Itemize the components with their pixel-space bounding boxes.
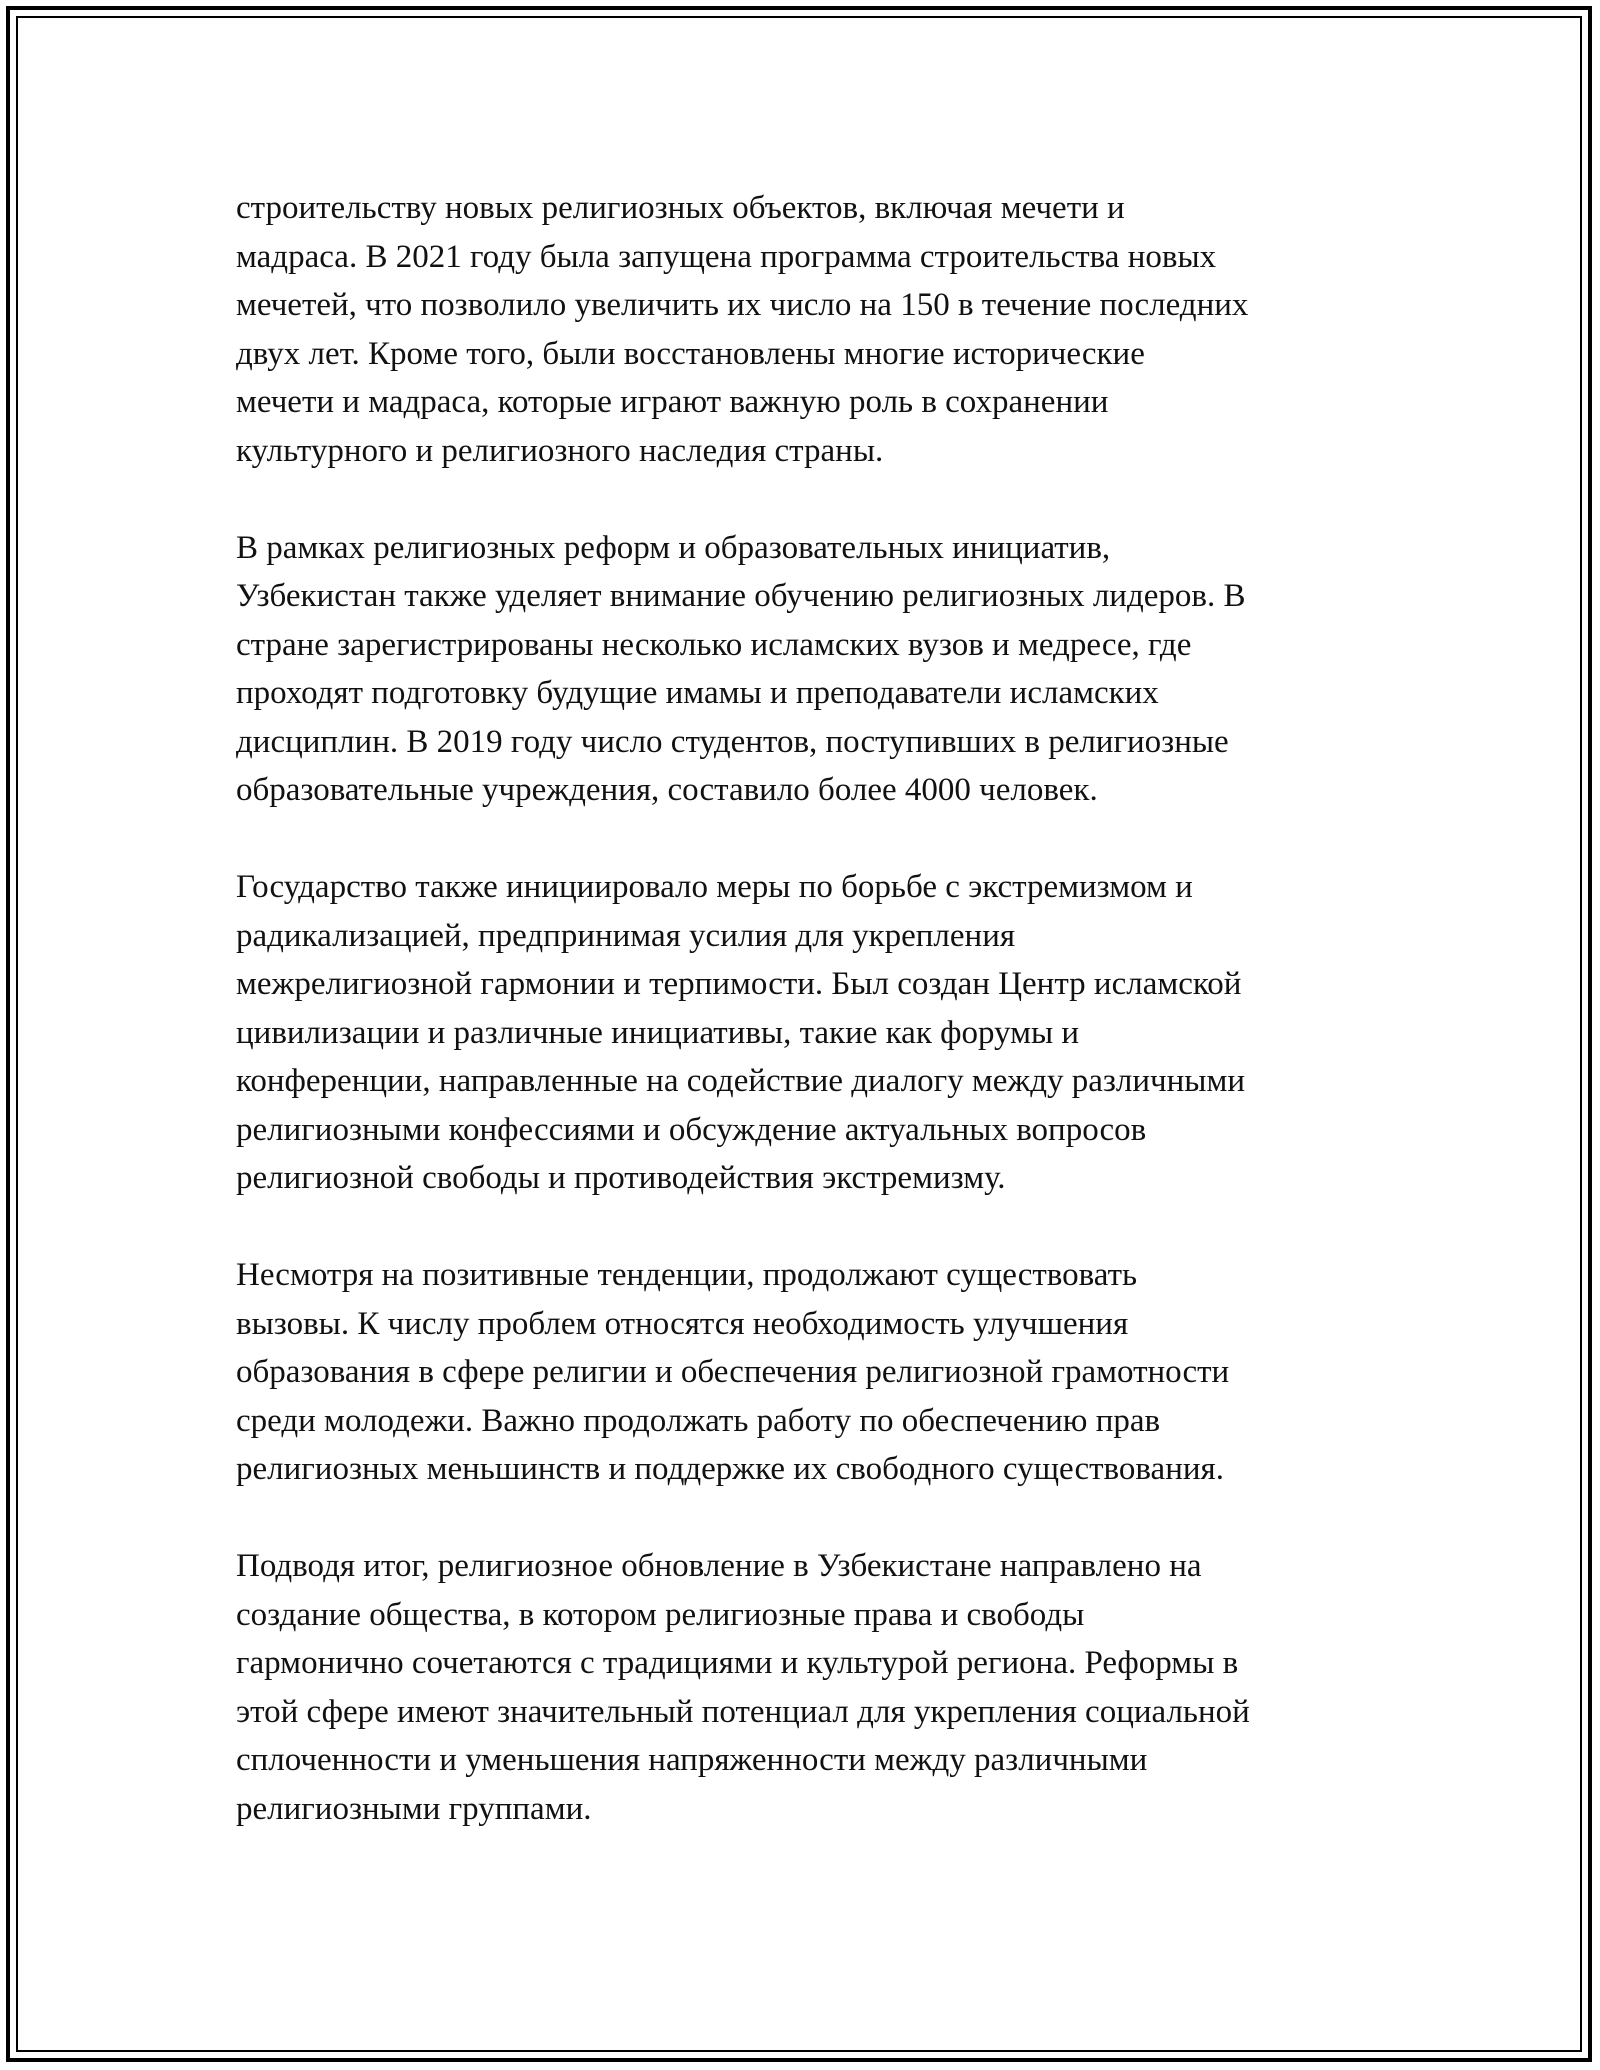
- text-line: религиозными конфессиями и обсуждение актуальных вопросов: [236, 1111, 1147, 1148]
- paragraph-2: [236, 524, 1406, 815]
- paragraph-5: [236, 1542, 1406, 1833]
- text-line: вызовы. К числу проблем относятся необходимость улучшения: [236, 1305, 1129, 1342]
- text-line: культурного и религиозного наследия страны.: [236, 432, 884, 469]
- text-line: гармонично сочетаются с традициями и культурой региона. Реформы в: [236, 1645, 1239, 1681]
- text-line: стране зарегистрированы несколько исламских вузов и медресе, где: [236, 626, 1192, 663]
- text-line: Узбекистан также уделяет внимание обучению религиозных лидеров. В: [236, 578, 1246, 614]
- text-line: этой сфере имеют значительный потенциал для укрепления социальной: [236, 1693, 1250, 1730]
- text-line: конференции, направленные на содействие диалогу между различными: [236, 1063, 1246, 1099]
- text-line: религиозных меньшинств и поддержке их свободного существования.: [236, 1451, 1224, 1487]
- text-line: сплоченности и уменьшения напряженности между различными: [236, 1742, 1148, 1778]
- text-line: религиозной свободы и противодействия экстремизму.: [236, 1160, 1006, 1196]
- text-line: Подводя итог, религиозное обновление в Узбекистане направлено на: [236, 1548, 1202, 1584]
- text-line: цивилизации и различные инициативы, такие как форумы и: [236, 1014, 1080, 1051]
- text-line: двух лет. Кроме того, были восстановлены многие исторические: [236, 335, 1145, 372]
- text-line: образования в сфере религии и обеспечения религиозной грамотности: [236, 1354, 1230, 1390]
- text-line: Несмотря на позитивные тенденции, продолжают существовать: [236, 1257, 1138, 1293]
- text-line: мечети и мадраса, которые играют важную роль в сохранении: [236, 384, 1109, 420]
- paragraph-4: [236, 1251, 1406, 1494]
- text-line: Государство также инициировало меры по борьбе с экстремизмом и: [236, 869, 1193, 905]
- text-line: мадраса. В 2021 году была запущена программа строительства новых: [236, 238, 1217, 275]
- text-line: проходят подготовку будущие имамы и преподаватели исламских: [236, 675, 1159, 711]
- text-line: межрелигиозной гармонии и терпимости. Был создан Центр исламской: [236, 966, 1242, 1002]
- text-line: радикализацией, предпринимая усилия для укрепления: [236, 917, 1016, 954]
- text-line: религиозными группами.: [236, 1790, 592, 1827]
- text-line: среди молодежи. Важно продолжать работу по обеспечению прав: [236, 1402, 1161, 1439]
- text-line: образовательные учреждения, составило более 4000 человек.: [236, 772, 1098, 808]
- text-line: строительству новых религиозных объектов, включая мечети и: [236, 190, 1125, 226]
- text-line: дисциплин. В 2019 году число студентов, поступивших в религиозные: [236, 723, 1229, 760]
- document-body: [236, 184, 1406, 1882]
- text-line: В рамках религиозных реформ и образовательных инициатив,: [236, 529, 1111, 566]
- paragraph-1: [236, 184, 1406, 475]
- text-line: мечетей, что позволило увеличить их число на 150 в течение последних: [236, 287, 1249, 323]
- paragraph-3: [236, 863, 1406, 1203]
- text-line: создание общества, в котором религиозные права и свободы: [236, 1596, 1085, 1633]
